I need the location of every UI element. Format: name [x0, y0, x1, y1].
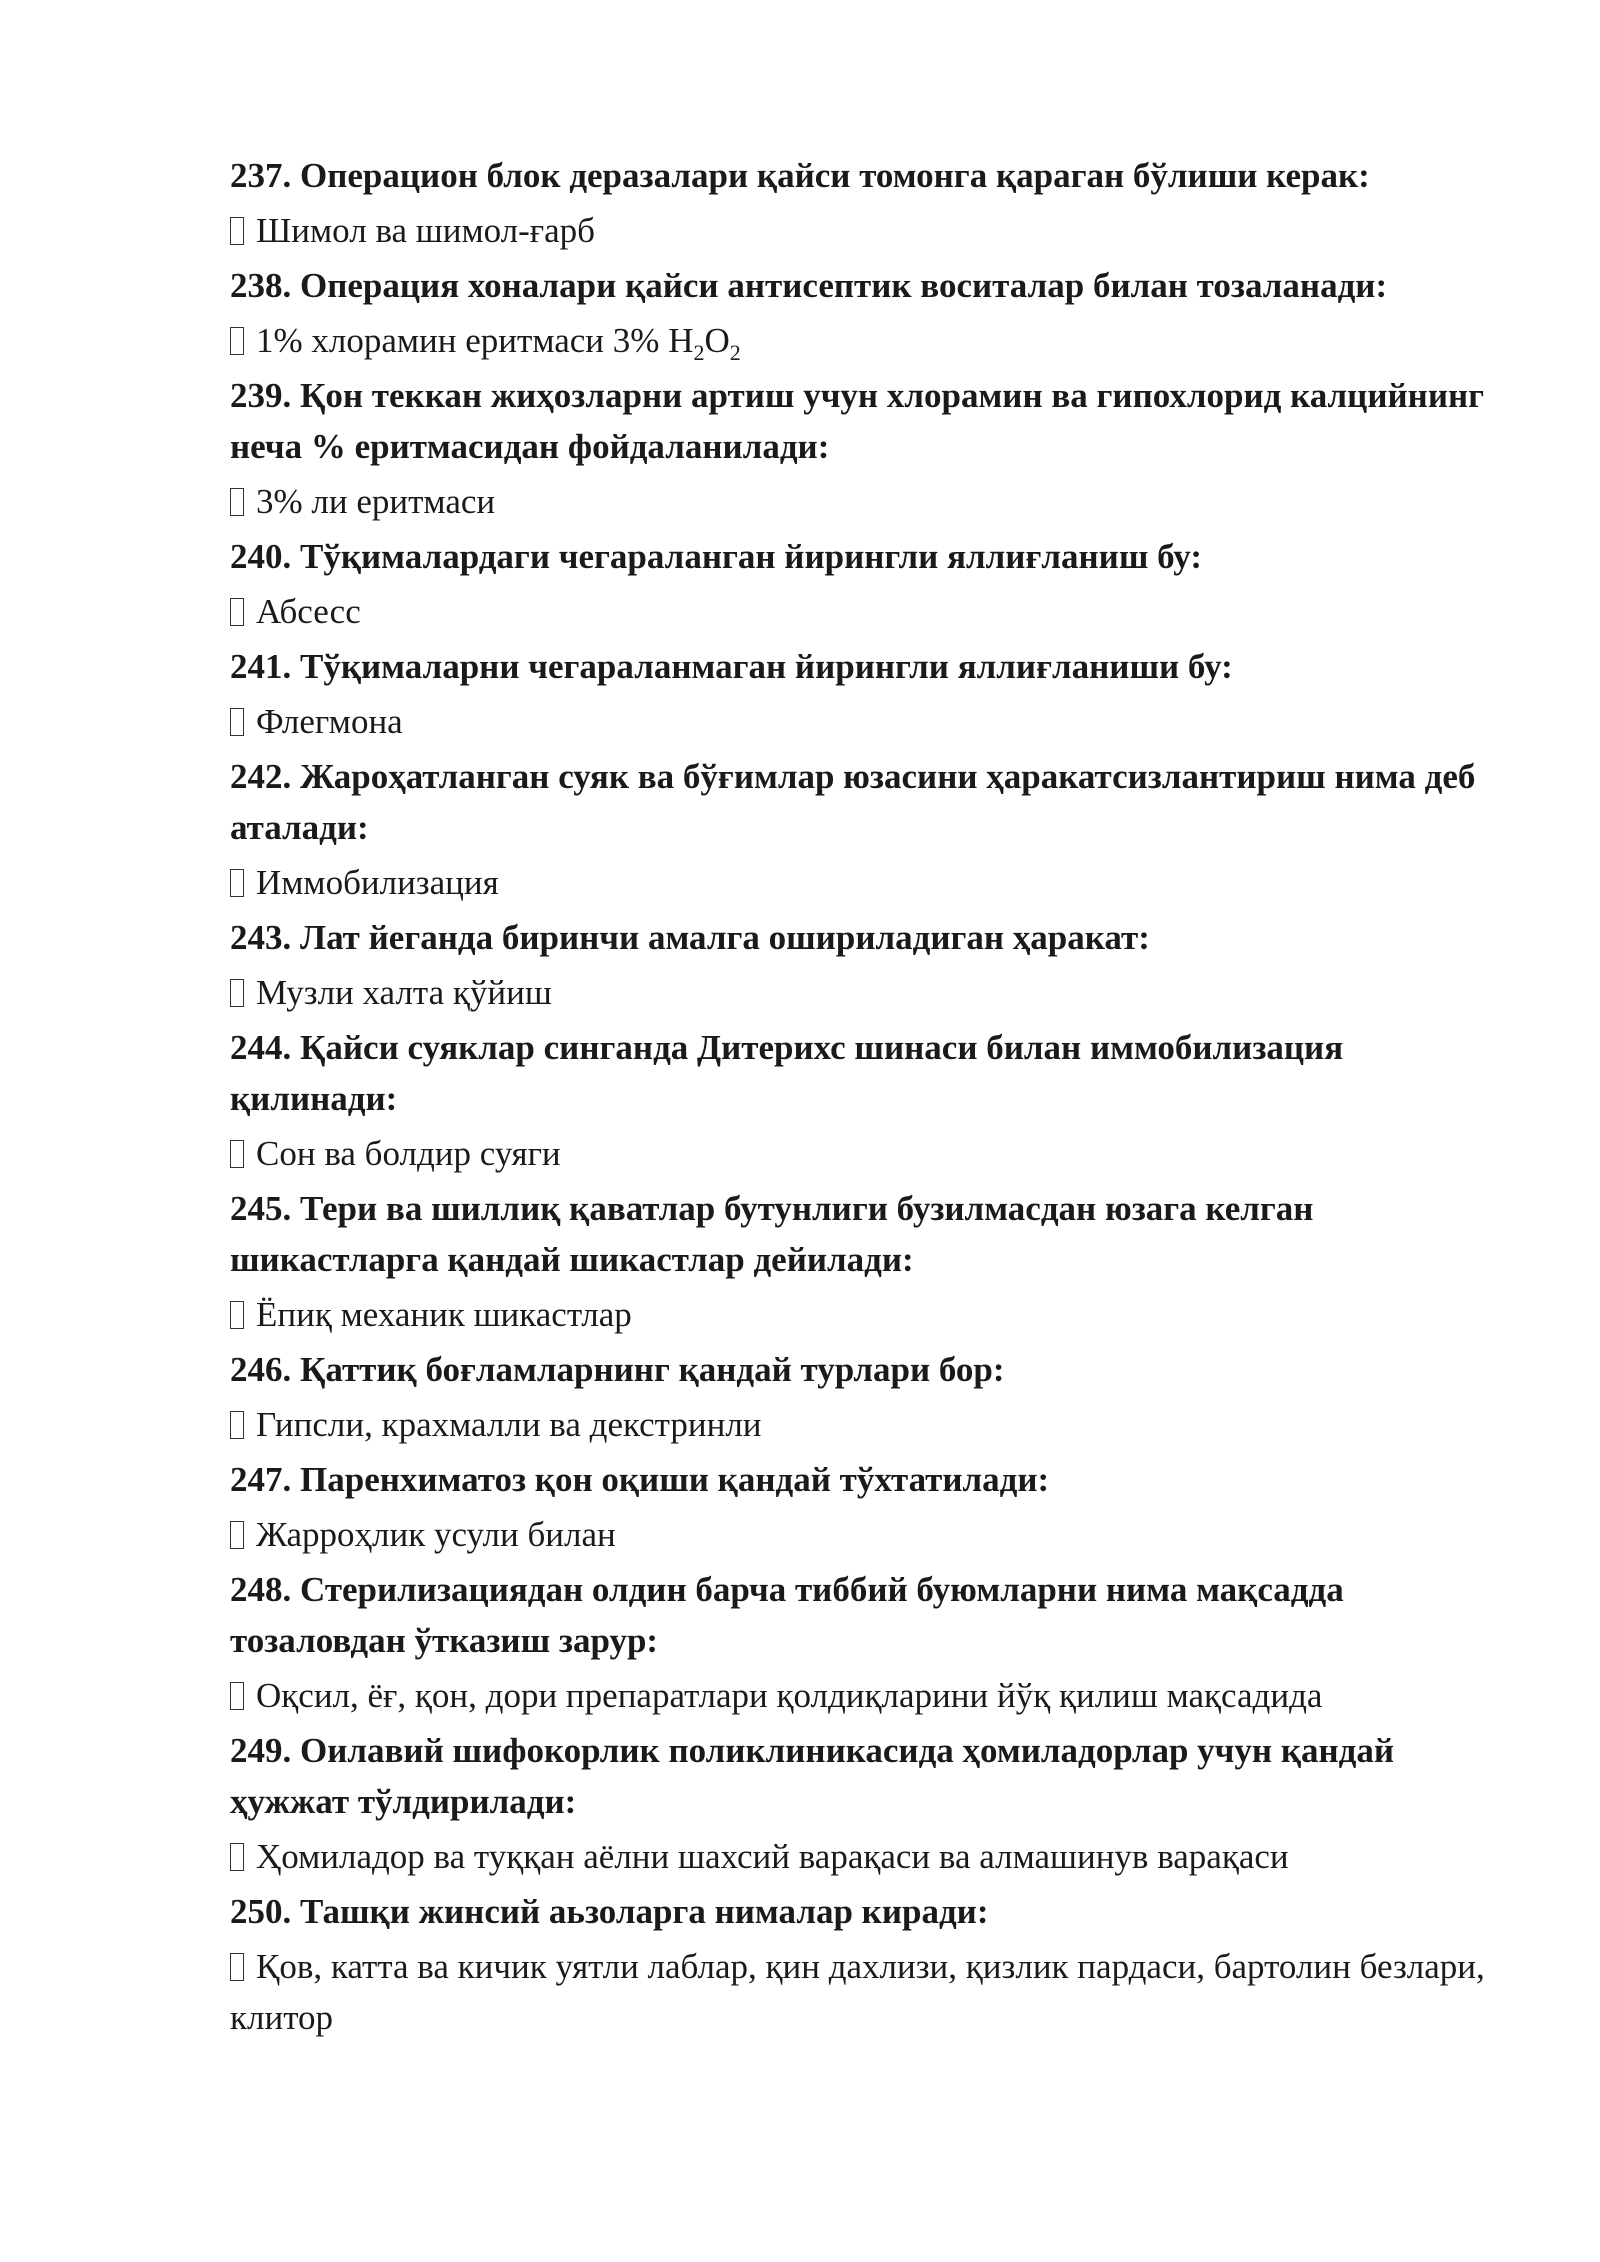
answer-text-mid: O [704, 321, 730, 360]
answer-text: Оқсил, ёғ, қон, дори препаратлари қолдиқларини йўқ қилиш мақсадида [256, 1676, 1323, 1715]
answer-marker-icon [230, 1521, 244, 1549]
answer-line [230, 205, 1510, 256]
answer-text: Флегмона [256, 702, 403, 741]
answer-line [230, 1289, 1510, 1340]
question-text: 242. Жароҳатланган суяк ва бўғимлар юзасини ҳаракатсизлантириш нима деб аталади: [230, 757, 1476, 847]
answer-marker-icon [230, 979, 244, 1007]
answer-line [230, 586, 1510, 637]
answer-line [230, 1399, 1510, 1450]
answer-text: Иммобилизация [256, 863, 499, 902]
qa-item-237 [230, 150, 1510, 256]
qa-item-242 [230, 751, 1510, 908]
answer-line [230, 857, 1510, 908]
qa-item-245 [230, 1183, 1510, 1340]
answer-marker-icon [230, 1301, 244, 1329]
qa-item-246 [230, 1344, 1510, 1450]
qa-item-243 [230, 912, 1510, 1018]
question-text: 239. Қон теккан жиҳозларни артиш учун хлорамин ва гипохлорид калцийнинг неча % еритмасидан фойдаланилади: [230, 376, 1485, 466]
qa-item-241 [230, 641, 1510, 747]
answer-line [230, 967, 1510, 1018]
answer-marker-icon [230, 1682, 244, 1710]
answer-line [230, 315, 1510, 366]
qa-item-239 [230, 370, 1510, 527]
answer-line [230, 1941, 1510, 2043]
answer-text: Ҳомиладор ва туққан аёлни шахсий варақаси ва алмашинув варақаси [256, 1837, 1289, 1876]
answer-text: 3% ли еритмаси [256, 482, 496, 521]
question-text: 240. Тўқималардаги чегараланган йирингли яллиғланиш бу: [230, 537, 1202, 576]
answer-marker-icon [230, 1953, 244, 1981]
question-text: 243. Лат йеганда биринчи амалга ошириладиган ҳаракат: [230, 918, 1150, 957]
question-text: 237. Операцион блок деразалари қайси томонга қараган бўлиши керак: [230, 156, 1370, 195]
qa-item-238 [230, 260, 1510, 366]
answer-marker-icon [230, 598, 244, 626]
answer-text: Ёпиқ механик шикастлар [256, 1295, 632, 1334]
question-text: 245. Тери ва шиллиқ қаватлар бутунлиги бузилмасдан юзага келган шикастларга қандай шикастлар дейилади: [230, 1189, 1314, 1279]
answer-line [230, 696, 1510, 747]
qa-item-249 [230, 1725, 1510, 1882]
qa-item-250 [230, 1886, 1510, 2043]
qa-item-244 [230, 1022, 1510, 1179]
answer-line [230, 1509, 1510, 1560]
subscript: 2 [693, 340, 705, 365]
question-text: 249. Оилавий шифокорлик поликлиникасида ҳомиладорлар учун қандай ҳужжат тўлдирилади: [230, 1731, 1395, 1821]
answer-text: Гипсли, крахмалли ва декстринли [256, 1405, 762, 1444]
question-text: 244. Қайси суяклар синганда Дитерихс шинаси билан иммобилизация қилинади: [230, 1028, 1344, 1118]
answer-text: Қов, катта ва кичик уятли лаблар, қин дахлизи, қизлик пардаси, бартолин безлари, клитор [230, 1947, 1485, 2037]
qa-item-247 [230, 1454, 1510, 1560]
question-text: 248. Стерилизациядан олдин барча тиббий буюмларни нима мақсадда тозаловдан ўтказиш зарур: [230, 1570, 1344, 1660]
answer-text: Музли халта қўйиш [256, 973, 552, 1012]
answer-text: Жарроҳлик усули билан [256, 1515, 616, 1554]
question-text: 241. Тўқималарни чегараланмаган йирингли яллиғланиши бу: [230, 647, 1233, 686]
answer-line [230, 476, 1510, 527]
answer-marker-icon [230, 488, 244, 516]
question-list [230, 150, 1510, 2047]
answer-marker-icon [230, 869, 244, 897]
answer-text: Абсесс [256, 592, 361, 631]
answer-marker-icon [230, 1843, 244, 1871]
answer-line [230, 1831, 1510, 1882]
question-text: 238. Операция хоналари қайси антисептик воситалар билан тозаланади: [230, 266, 1388, 305]
qa-item-248 [230, 1564, 1510, 1721]
question-text: 250. Ташқи жинсий аьзоларга нималар киради: [230, 1892, 989, 1931]
answer-line [230, 1128, 1510, 1179]
answer-text: Сон ва болдир суяги [256, 1134, 561, 1173]
answer-marker-icon [230, 1140, 244, 1168]
answer-line [230, 1670, 1510, 1721]
answer-marker-icon [230, 217, 244, 245]
qa-item-240 [230, 531, 1510, 637]
answer-text: Шимол ва шимол-ғарб [256, 211, 595, 250]
answer-marker-icon [230, 327, 244, 355]
answer-marker-icon [230, 708, 244, 736]
question-text: 247. Паренхиматоз қон оқиши қандай тўхтатилади: [230, 1460, 1050, 1499]
subscript: 2 [729, 340, 741, 365]
answer-text: 1% хлорамин еритмаси 3% H [256, 321, 694, 360]
question-text: 246. Қаттиқ боғламларнинг қандай турлари бор: [230, 1350, 1005, 1389]
answer-marker-icon [230, 1411, 244, 1439]
